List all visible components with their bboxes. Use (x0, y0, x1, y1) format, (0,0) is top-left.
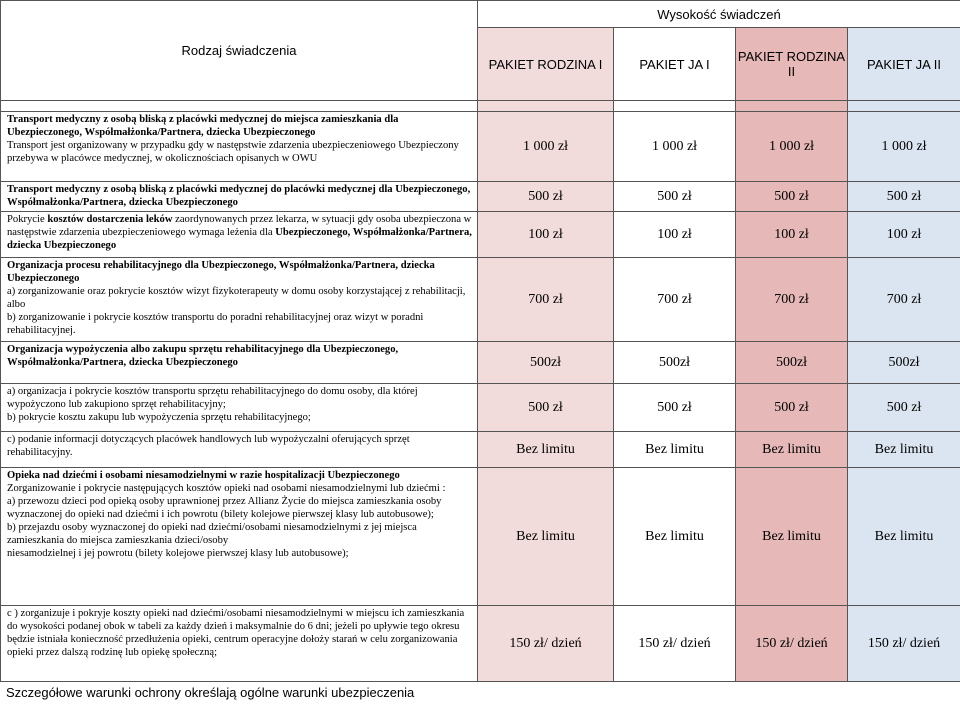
benefit-amount: Bez limitu (614, 432, 736, 468)
benefit-amount: Bez limitu (736, 468, 848, 606)
benefit-amount: 700 zł (478, 258, 614, 342)
benefit-description (1, 432, 478, 468)
table-row (1, 342, 960, 384)
benefit-amount: Bez limitu (614, 468, 736, 606)
table-row (1, 468, 960, 606)
description-segment: zaordynowanych przez lekarza, w sytuacji gdy osoba ubezpieczona w następstwie zdarzenia ubezpieczeniowego wymaga leżenia dla (7, 214, 472, 238)
description-line: b) zorganizowanie i pokrycie kosztów transportu do poradni rehabilitacyjnej oraz wizyt w poradni rehabilitacyjnej. (7, 312, 424, 336)
benefit-amount: Bez limitu (736, 432, 848, 468)
benefit-amount: 500zł (614, 342, 736, 384)
benefit-amount: 150 zł/ dzień (614, 606, 736, 682)
description-line: a) zorganizowanie oraz pokrycie kosztów wizyt fizykoterapeuty w domu osoby korzystającej z rehabilitacji, albo (7, 286, 466, 310)
benefit-description (1, 606, 478, 682)
description-line: Transport medyczny z osobą bliską z placówki medycznej do miejsca zamieszkania dla Ubezpieczonego, Współmałżonka/Partnera, dziecka Ubezpieczonego (7, 114, 399, 138)
benefit-amount: 150 zł/ dzień (736, 606, 848, 682)
benefit-amount: 1 000 zł (614, 112, 736, 182)
description-line: Transport jest organizowany w przypadku gdy w następstwie zdarzenia ubezpieczeniowego Ubezpieczony przebywa w placówce medycznej, w okolicznościach opisanych w OWU (7, 140, 459, 164)
benefit-amount: 700 zł (614, 258, 736, 342)
description-line (7, 213, 473, 252)
table-row (1, 212, 960, 258)
table-row (1, 182, 960, 212)
benefit-amount: 700 zł (848, 258, 960, 342)
table-row (1, 112, 960, 182)
benefit-amount: 1 000 zł (478, 112, 614, 182)
benefit-amount: Bez limitu (848, 468, 960, 606)
package-header-ja-1: PAKIET JA I (614, 28, 736, 101)
benefit-description (1, 342, 478, 384)
benefit-amount: 500zł (736, 342, 848, 384)
benefit-amount: 500 zł (614, 384, 736, 432)
description-line: a) organizacja i pokrycie kosztów transportu sprzętu rehabilitacyjnego do domu osoby, dla której wypożyczono lub zakupiono sprzęt rehabilitacyjny; (7, 386, 418, 410)
benefit-description (1, 468, 478, 606)
description-line: Opieka nad dziećmi i osobami niesamodzielnymi w razie hospitalizacji Ubezpieczonego (7, 470, 400, 481)
description-line: Transport medyczny z osobą bliską z placówki medycznej do placówki medycznej dla Ubezpieczonego, Współmałżonka/Partnera, dziecka Ubezpieczonego (7, 184, 471, 208)
benefit-kind-header: Rodzaj świadczenia (1, 1, 478, 101)
benefit-amount: 500 zł (736, 182, 848, 212)
benefit-description (1, 112, 478, 182)
description-segment: kosztów dostarczenia leków (47, 214, 173, 225)
benefit-description (1, 384, 478, 432)
spacer-cell (478, 101, 614, 112)
table-row (1, 432, 960, 468)
benefit-amount: 500zł (848, 342, 960, 384)
benefit-amount: 700 zł (736, 258, 848, 342)
benefit-amount-header: Wysokość świadczeń (478, 1, 960, 28)
benefit-amount: 1 000 zł (736, 112, 848, 182)
package-header-rodzina-2: PAKIET RODZINA II (736, 28, 848, 101)
package-header-rodzina-1: PAKIET RODZINA I (478, 28, 614, 101)
table-row (1, 258, 960, 342)
description-line: b) przejazdu osoby wyznaczonej do opieki nad dziećmi/osobami niesamodzielnymi z jej miejsca zamieszkania do miejsca zamieszkania dzieci/osoby (7, 522, 417, 546)
benefit-amount: 500 zł (478, 182, 614, 212)
benefit-amount: 100 zł (478, 212, 614, 258)
table-row (1, 606, 960, 682)
benefit-amount: Bez limitu (848, 432, 960, 468)
description-segment: Ubezpieczonego, Współmałżonka/Partnera, dziecka Ubezpieczonego (7, 227, 472, 251)
table-row (1, 384, 960, 432)
benefit-amount: 500 zł (848, 384, 960, 432)
benefit-amount: 100 zł (848, 212, 960, 258)
benefit-description (1, 182, 478, 212)
benefit-amount: 1 000 zł (848, 112, 960, 182)
benefit-rows (1, 112, 960, 682)
description-line: b) pokrycie kosztu zakupu lub wypożyczenia sprzętu rehabilitacyjnego; (7, 412, 311, 423)
description-line: Organizacja procesu rehabilitacyjnego dla Ubezpieczonego, Współmałżonka/Partnera, dziecka Ubezpieczonego (7, 260, 435, 284)
package-header-ja-2: PAKIET JA II (848, 28, 960, 101)
description-line: c ) zorganizuje i pokryje koszty opieki nad dziećmi/osobami niesamodzielnymi w miejscu ich zamieszkania do wysokości podanej obok w tabeli za każdy dzień i maksymalnie do 6 dni; jeżeli po upływie tego okresu będzie istniała konieczność przedłużenia opieki, centrum operacyjne dołoży starań w celu zorganizowania opieki przez dalszą rodzinę lub opiekę społeczną; (7, 608, 465, 658)
benefit-amount: 500 zł (478, 384, 614, 432)
spacer-cell (614, 101, 736, 112)
benefit-amount: 500zł (478, 342, 614, 384)
description-segment: Pokrycie (7, 214, 48, 225)
spacer-cell (1, 101, 478, 112)
description-line: c) podanie informacji dotyczących placówek handlowych lub wypożyczalni oferujących sprzęt rehabilitacyjny. (7, 434, 410, 458)
spacer-cell (736, 101, 848, 112)
benefit-description (1, 212, 478, 258)
benefit-description (1, 258, 478, 342)
description-line: a) przewozu dzieci pod opieką osoby uprawnionej przez Allianz Życie do miejsca zamieszkania osoby wyznaczonej do opieki nad dziećmi i ich powrotu (bilety kolejowe pierwszej klasy lub autobusowe); (7, 496, 442, 520)
description-line: Zorganizowanie i pokrycie następujących kosztów opieki nad osobami niesamodzielnymi lub dziećmi : (7, 483, 446, 494)
benefit-amount: 500 zł (736, 384, 848, 432)
benefit-amount: 150 zł/ dzień (478, 606, 614, 682)
benefit-amount: 100 zł (736, 212, 848, 258)
benefit-amount: 150 zł/ dzień (848, 606, 960, 682)
benefit-amount: 100 zł (614, 212, 736, 258)
benefit-amount: Bez limitu (478, 432, 614, 468)
footer-note: Szczegółowe warunki ochrony określają ogólne warunki ubezpieczenia (6, 685, 415, 700)
benefit-amount: 500 zł (848, 182, 960, 212)
description-line: Organizacja wypożyczenia albo zakupu sprzętu rehabilitacyjnego dla Ubezpieczonego, Współmałżonka/Partnera, dziecka Ubezpieczonego (7, 344, 399, 368)
description-line: niesamodzielnej i jej powrotu (bilety kolejowe pierwszej klasy lub autobusowe); (7, 548, 349, 559)
benefit-amount: 500 zł (614, 182, 736, 212)
benefit-amount: Bez limitu (478, 468, 614, 606)
spacer-cell (848, 101, 960, 112)
